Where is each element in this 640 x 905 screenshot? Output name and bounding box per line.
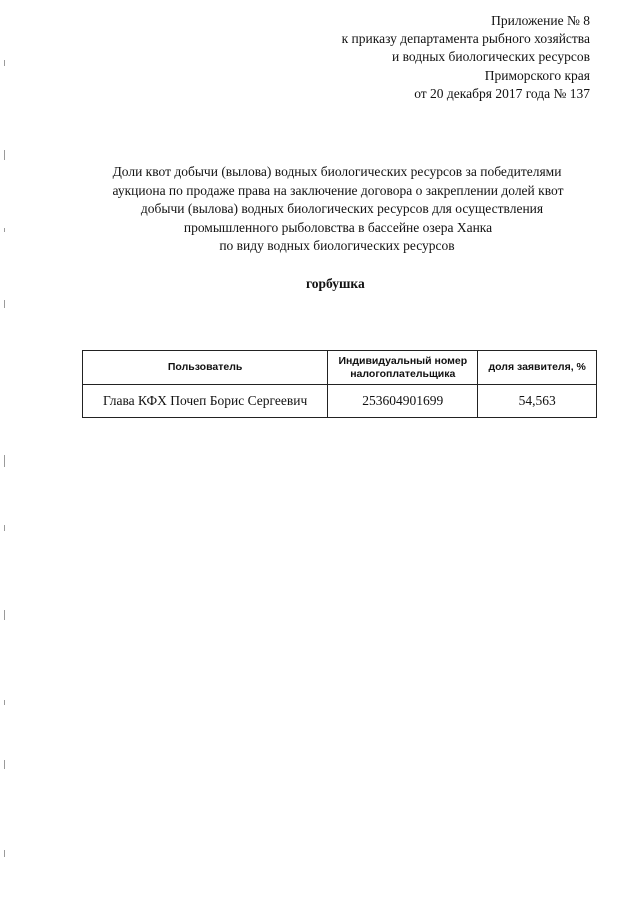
column-header-share: доля заявителя, % [478, 351, 597, 385]
column-header-inn-line-2: налогоплательщика [350, 367, 456, 380]
appendix-order-date: от 20 декабря 2017 года № 137 [414, 85, 590, 101]
title-line-5: по виду водных биологических ресурсов [219, 238, 455, 253]
column-header-user: Пользователь [83, 351, 328, 385]
appendix-order-line-1: к приказу департамента рыбного хозяйства [341, 31, 590, 47]
appendix-number: Приложение № 8 [491, 13, 590, 28]
scan-edge-marks [4, 0, 7, 905]
cell-inn: 253604901699 [328, 385, 478, 418]
title-line-1: Доли квот добычи (вылова) водных биологических ресурсов за победителями [112, 164, 562, 179]
species-name: горбушка [306, 276, 365, 291]
column-header-inn [328, 351, 478, 385]
table-row [83, 385, 597, 418]
column-header-inn-line-1: Индивидуальный номер [338, 354, 468, 367]
quota-table [82, 350, 597, 418]
title-line-4: промышленного рыболовства в бассейне озера Ханка [183, 219, 493, 235]
cell-share: 54,563 [478, 385, 597, 418]
table-header-row [83, 351, 597, 385]
document-title [0, 163, 640, 256]
title-line-2: аукциона по продаже права на заключение договора о закреплении долей квот [112, 182, 564, 198]
title-line-3: добычи (вылова) водных биологических ресурсов для осуществления [140, 201, 544, 216]
appendix-header [342, 12, 590, 103]
appendix-order-line-2: и водных биологических ресурсов [392, 49, 590, 65]
appendix-order-line-3: Приморского края [484, 67, 590, 83]
cell-user: Глава КФХ Почеп Борис Сергеевич [83, 385, 328, 418]
